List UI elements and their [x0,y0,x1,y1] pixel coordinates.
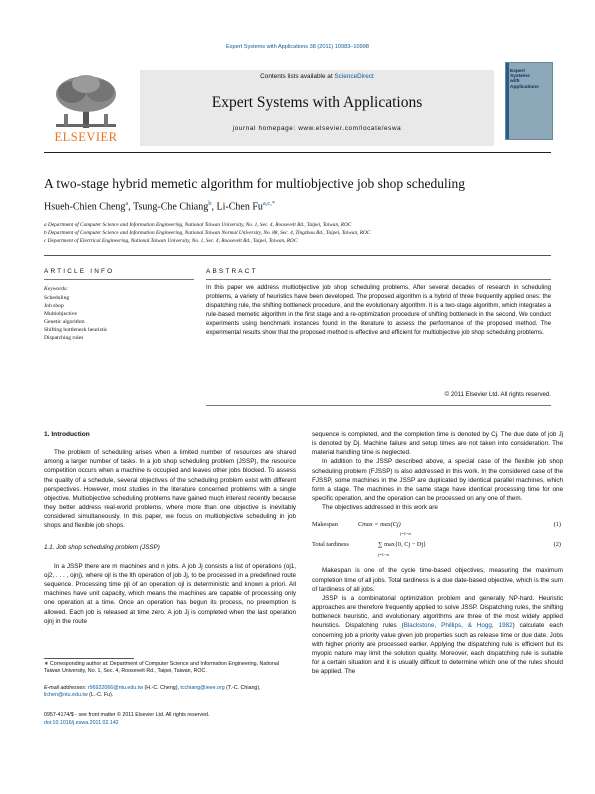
equation-label: Makespan [312,521,338,529]
author-name: Hsueh-Chien Cheng [44,201,126,213]
keyword: Shifting bottleneck heuristic [44,327,108,334]
cover-line: Systems [510,74,530,80]
email-label: E-mail addresses: [44,685,88,691]
abstract-bottom-rule [206,405,551,406]
keyword: Scheduling [44,295,70,301]
header-rule [44,152,551,153]
abstract-heading: ABSTRACT [206,268,258,275]
keyword: Job shop [44,303,64,310]
cover-line: Expert [510,69,525,74]
sciencedirect-link[interactable]: ScienceDirect [334,73,374,80]
affiliation: b Department of Computer Science and Information Engineering, National Taiwan Normal University, No. 88, Sec. 4, Tingzhou Rd., Taipei, Taiwan, ROC [44,230,371,236]
paragraph-text: ) calculate each concerning job a priority value given job properties such as release time or due date. Jobs with higher priority are processed earlier. Applying the dispatching rule is efficient but its myopic nature may limit the solution quality. Moreover, each dispatching rule is suitable for a certain situation and it is usually difficult to determine which one of the rules should be applied. The [312,622,563,676]
abstract-rule [206,279,551,280]
email-note [44,685,296,700]
email-link[interactable]: tcchiang@ieee.org [180,685,225,691]
keywords-label: Keywords: [44,286,69,292]
body-paragraph: The objectives addressed in this work are [322,504,438,512]
left-column [44,430,296,626]
article-title: A two-stage hybrid memetic algorithm for multiobjective job shop scheduling [44,176,466,191]
cover-band [506,63,509,139]
equation-subscript: j=1~n [378,552,389,558]
equation-1 [312,518,563,538]
cover-line: Applications [510,84,539,90]
email-owner: (H.-C. Cheng), [143,685,181,691]
body-paragraph: Makespan is one of the cycle time-based objectives, measuring the maximum completion time of all jobs. Total tardiness is a due date-based objective, which is the sum of tardiness of all jobs. [312,567,563,593]
keyword: Genetic algorithm [44,319,85,326]
corresponding-author-note: ∗ Corresponding author at: Department of Computer Science and Information Engineering, National Taiwan University, No. 1, Sec. 4, Roosevelt Rd., Taipei, Taiwan, ROC. [44,661,279,675]
equation-subscript: j=1~n [400,531,411,537]
citation-link[interactable]: Blackstone, Phillips, & Hogg, 1982 [403,622,513,630]
masthead [44,70,506,152]
keyword-list [44,294,194,343]
body-paragraph: In addition to the JSSP described above, a special case of the flexible job shop scheduling problem (FJSSP) is also addressed in this work. In the considered case of the FJSSP, some machines in the JSSP are duplicated by identical parallel machines, which form a stage. The machines in the same stage have identical processing time for one specific operation, and the operation can be processed on any one of them. [312,458,563,503]
contents-prefix: Contents lists available at [260,73,335,80]
paragraph-text: JSSP is a combinatorial optimization problem and generally NP-hard. Heuristic approaches are therefore frequently applied to solve JSSP. Dispatching rules, the shifting bottleneck heuristic, and evolutionary algorithms are three of the most widely applied heuristics. Dispatching rules ( [312,594,563,630]
footnote-rule [44,658,134,659]
cover-line: with [510,79,520,85]
author-list: Hsueh-Chien Cheng$^a$, Tsung-Che Chiang$^b$, Li-Chen $Fu^{a,c,*}$ [44,200,276,213]
equation-number: (2) [553,541,561,549]
journal-cover-thumbnail [505,62,553,140]
abstract-text: In this paper we address multiobjective job shop scheduling problems. After several decades of research in scheduling problems, a variety of heuristics have been developed. The proposed algorithm is a hybrid of three frequently applied ones: the dispatching rule, the shifting bottleneck procedure, and the evolutionary algorithm. It is a two-stage algorithm, which integrates a rule-based memetic algorithm in the first stage and a re-optimization procedure of shifting bottleneck in the second. We conduct experiments using benchmark instances found in the literature to assess the performance of the proposed method. The experimental results show that the proposed method is effective and efficient for multiobjective job shop scheduling problems. [206,284,551,336]
affiliation-rule [44,255,551,256]
body-paragraph [312,594,563,676]
body-paragraph: In a JSSP there are m machines and n jobs. A job Jj consists a list of operations (oj1, oj2, . . . , ojnj), where ojl is the lth operation of job Jj, to be processed in a predefined route sequence. Processing time pjl of an operation ojl is deterministic and known a priori. All machines have unit capacity, which means the machines are capable of processing only one operation at a time. Once an operation has begun its process, no preemption is allowed. Each job is released at time zero. A job Jj is completed when the last operation ojnj in the route [44,562,296,625]
equation-number: (1) [553,521,561,529]
keyword: Dispatching rules [44,335,84,342]
issn-line: 0957-4174/$ - see front matter © 2011 Elsevier Ltd. All rights reserved. [44,712,210,718]
doi-link[interactable]: doi:10.1016/j.eswa.2011.02.142 [44,720,119,726]
author-affil-mark[interactable]: b [208,200,212,207]
cover-title [510,69,539,90]
affiliation: a Department of Computer Science and Information Engineering, National Taiwan University, No. 1, Sec. 4, Roosevelt Rd., Taipei, Taiwan, ROC [44,222,352,228]
article-info-heading: ARTICLE INFO [44,268,115,275]
journal-citation[interactable]: Expert Systems with Applications 38 (2011) 10983–10998 [226,44,369,50]
equation-formula: ∑ max{0, Cj − Dj} [378,541,427,549]
email-link[interactable]: r96922066@ntu.edu.tw [87,685,144,691]
email-link[interactable]: lichen@ntu.edu.tw [44,692,88,699]
publisher-logo [44,70,128,152]
equation-label: Total tardiness [312,541,349,549]
section-heading: 1. Introduction [44,431,90,438]
contents-line [140,73,494,80]
email-owner: (L.-C. Fu). [87,692,114,699]
affiliation: c Department of Electrical Engineering, National Taiwan University, No. 1, Sec. 4, Roosevelt Rd., Taipei, Taiwan, ROC [44,238,298,244]
author-name: Tsung-Che Chiang [133,201,209,213]
equation-formula: Cmax = max(Cj) [358,521,401,529]
right-column [312,430,563,676]
body-paragraph: The problem of scheduling arises when a limited number of resources are shared among a larger number of tasks. In a job shop scheduling problem (JSSP), the resource competition occurs when a machine is occupied and leaves other jobs blocked. To assess the quality of a schedule, several objectives of the scheduling problem exist with different perspectives. However, most studies in the literature concerned problems with a single objective. Multiobjective scheduling problems have gained much interest recently because they better address real-world problems, where more than one objective is inevitably considered simultaneously. In this paper, we focus on multiobjective scheduling in job shops and flexible job shops. [44,449,296,530]
copyright: © 2011 Elsevier Ltd. All rights reserved. [444,391,551,398]
elsevier-tree-icon [50,74,122,130]
journal-homepage[interactable]: journal homepage: www.elsevier.com/locate/eswa [232,125,402,132]
journal-title: Expert Systems with Applications [211,94,423,111]
body-paragraph: sequence is completed, and the completion time is denoted by Cj. The due date of job Jj is denoted by Dj. Machine failure and setup times are not taken into consideration. The material handling time is neglected. [312,431,563,457]
article-info-rule [44,279,194,280]
publisher-name: ELSEVIER [54,130,118,144]
author-affil-mark[interactable]: a,c,* [262,200,276,207]
subsection-heading: 1.1. Job shop scheduling problem (JSSP) [44,543,160,551]
author-affil-mark[interactable]: a [125,200,129,207]
keyword: Multiobjective [44,311,77,318]
journal-banner [140,70,494,146]
email-owner: (T.-C. Chiang), [224,685,261,691]
author-name: Li-Chen Fu [216,201,263,213]
equation-2 [312,538,563,560]
